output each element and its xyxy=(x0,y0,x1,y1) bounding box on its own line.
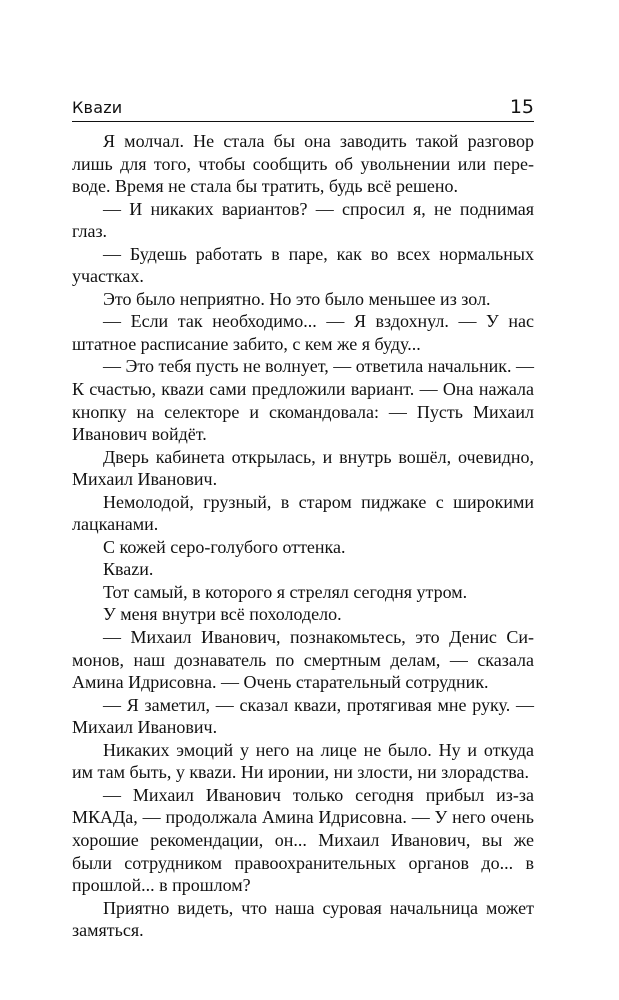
paragraph: Кваzи. xyxy=(103,559,154,580)
paragraph: — Я заметил, — сказал кваzи, протягивая мне руку. — Михаил Иванович. xyxy=(72,694,534,738)
paragraph: — Если так необходимо... — Я вздохнул. — У нас штатное расписание забито, с кем же я буду... xyxy=(72,311,534,354)
page-number: 15 xyxy=(509,96,534,118)
paragraph: Приятно видеть, что наша суровая начальница может замяться. xyxy=(72,897,534,941)
running-head xyxy=(72,93,534,121)
paragraph: — И никаких вариантов? — спросил я, не поднимая глаз. xyxy=(72,198,534,242)
paragraph: С кожей серо-голубого оттенка. xyxy=(103,536,346,557)
body-text xyxy=(72,130,534,942)
header-rule xyxy=(72,121,534,122)
paragraph: Тот самый, в которого я стрелял сегодня утром. xyxy=(103,581,468,602)
paragraph: — Михаил Иванович только сегодня прибыл из-за МКАДа, — продолжала Амина Идрисовна. — У него очень хорошие рекомендации, он... Михаил Иванович, вы же были сотрудником правоохранительных органов до... в прошлой... в прошлом? xyxy=(72,784,534,896)
paragraph: — Это тебя пусть не волнует, — ответила начальник. — К счастью, кваzи сами предложили вариант. — Она нажала кнопку на селекторе и скомандовала: — Пусть Михаил Иванович войдёт. xyxy=(72,356,534,445)
paragraph: У меня внутри всё похолодело. xyxy=(103,604,342,625)
paragraph: Никаких эмоций у него на лице не было. Ну и откуда им там быть, у кваzи. Ни иронии, ни злости, ни злорадства. xyxy=(72,739,534,783)
paragraph: Дверь кабинета открылась, и внутрь вошёл, очевидно, Михаил Иванович. xyxy=(72,446,534,490)
paragraph: Это было неприятно. Но это было меньшее из зол. xyxy=(103,288,491,309)
paragraph: — Михаил Иванович, познакомьтесь, это Денис Симонов, наш дознаватель по смертным делам, — сказала Амина Идрисовна. — Очень старательный сотрудник. xyxy=(72,627,534,693)
paragraph: Я молчал. Не стала бы она заводить такой разговор лишь для того, чтобы сообщить об увольнении или переводе. Время не стала бы тратить, будь всё решено. xyxy=(72,131,534,197)
paragraph: — Будешь работать в паре, как во всех нормальных участках. xyxy=(72,243,534,287)
paragraph: Немолодой, грузный, в старом пиджаке с широкими лацканами. xyxy=(72,491,534,535)
running-title: Кваzи xyxy=(72,98,123,117)
